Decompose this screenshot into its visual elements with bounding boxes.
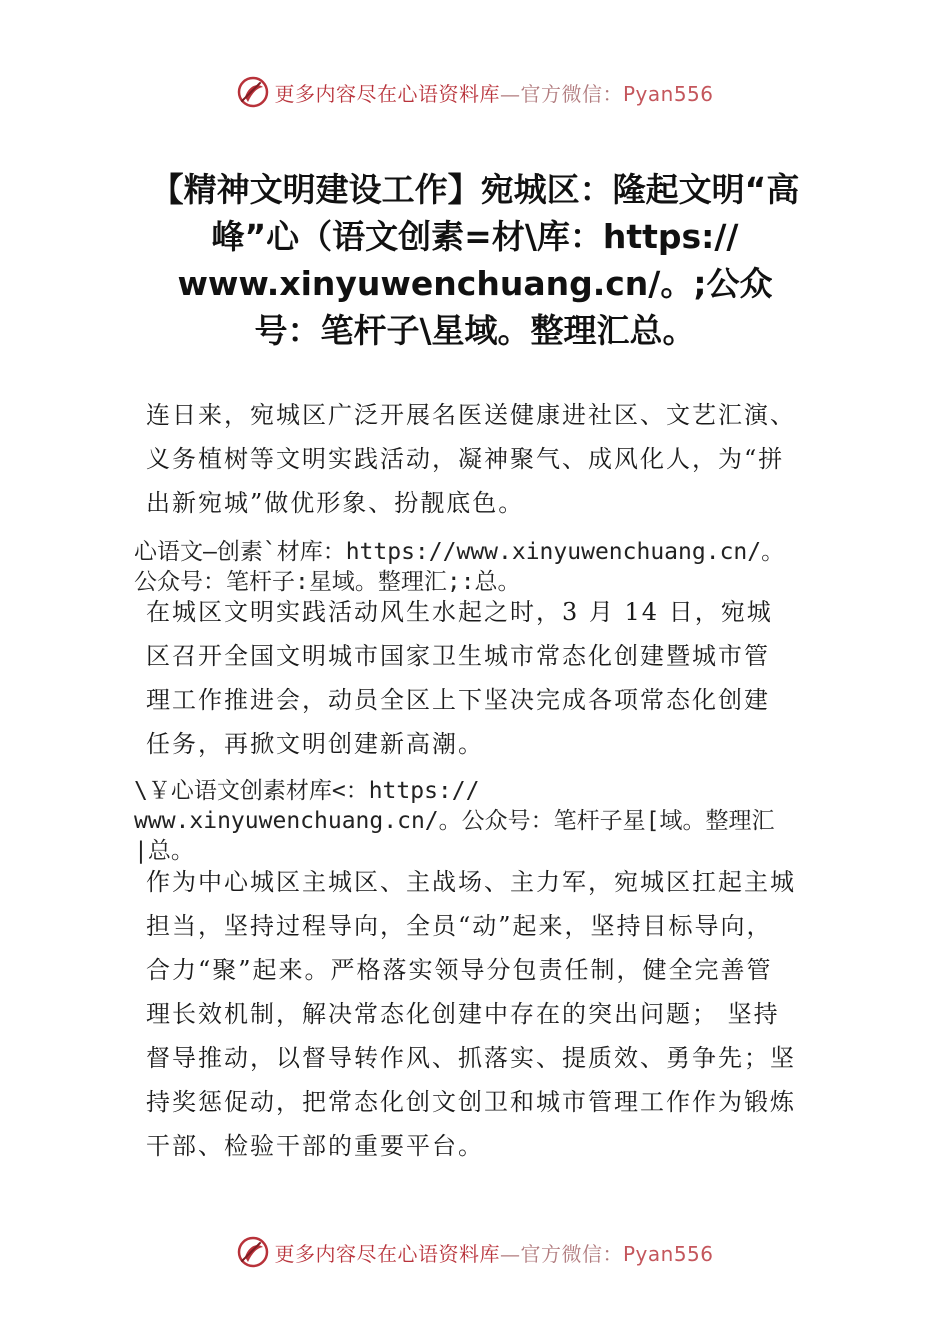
banner-wechat: Pyan556 (622, 81, 714, 106)
note-line: 心语文—创素`材库：https://www.xinyuwenchuang.cn/。 (134, 539, 785, 565)
banner-main: 更多内容尽在心语资料库 (274, 1241, 500, 1266)
paragraph-line: 担当，坚持过程导向，全员“动”起来，坚持目标导向， (146, 912, 773, 940)
banner-dash: — (499, 81, 521, 106)
paragraph-line: 理长效机制，解决常态化创建中存在的突出问题； 坚持 (146, 1000, 780, 1028)
note-line: 公众号：笔杆子:星域。整理汇;:总。 (134, 569, 521, 595)
footer-banner (0, 1232, 950, 1272)
paragraph-line: 督导推动，以督导转作风、抓落实、提质效、勇争先；坚 (146, 1044, 796, 1072)
paragraph-line: 在城区文明实践活动风生水起之时，3 月 14 日，宛城 (146, 598, 773, 626)
paragraph-1 (146, 393, 836, 525)
paragraph-line: 义务植树等文明实践活动，凝神聚气、成风化人，为“拼 (146, 445, 785, 473)
watermark-note-1 (134, 537, 836, 597)
header-banner (0, 72, 950, 112)
banner-dash: — (499, 1241, 521, 1266)
paragraph-2 (146, 590, 836, 766)
title-line: 【精神文明建设工作】宛城区：隆起文明“高 (150, 170, 800, 209)
paragraph-line: 作为中心城区主城区、主战场、主力军，宛城区扛起主城 (146, 868, 796, 896)
paragraph-3 (146, 860, 836, 1168)
note-line: \￥心语文创素材库<：https:// (134, 778, 480, 804)
paragraph-line: 任务，再掀文明创建新高潮。 (146, 730, 484, 758)
title-line: 号：笔杆子\星域。整理汇总。 (254, 311, 696, 350)
brand-logo-icon (236, 1235, 270, 1269)
watermark-note-2 (134, 776, 836, 866)
banner-wechat: Pyan556 (622, 1241, 714, 1266)
title-line: www.xinyuwenchuang.cn/。;公众 (177, 264, 773, 303)
note-line: |总。 (134, 838, 194, 864)
paragraph-line: 合力“聚”起来。严格落实领导分包责任制，健全完善管 (146, 956, 773, 984)
paragraph-line: 出新宛城”做优形象、扮靓底色。 (146, 489, 525, 517)
banner-official: 官方微信： (520, 1241, 623, 1266)
title-line: 峰”心（语文创素=材\库：https:// (211, 217, 739, 256)
banner-text (274, 1238, 713, 1267)
page-title (120, 166, 830, 354)
paragraph-line: 连日来，宛城区广泛开展名医送健康进社区、文艺汇演、 (146, 401, 796, 429)
paragraph-line: 理工作推进会，动员全区上下坚决完成各项常态化创建 (146, 686, 770, 714)
banner-main: 更多内容尽在心语资料库 (274, 81, 500, 106)
paragraph-line: 持奖惩促动，把常态化创文创卫和城市管理工作作为锻炼 (146, 1088, 796, 1116)
brand-logo-icon (236, 75, 270, 109)
banner-official: 官方微信： (520, 81, 623, 106)
note-line: www.xinyuwenchuang.cn/。公众号：笔杆子星[域。整理汇 (134, 808, 775, 834)
paragraph-line: 区召开全国文明城市国家卫生城市常态化创建暨城市管 (146, 642, 770, 670)
paragraph-line: 干部、检验干部的重要平台。 (146, 1132, 484, 1160)
banner-text (274, 78, 713, 107)
